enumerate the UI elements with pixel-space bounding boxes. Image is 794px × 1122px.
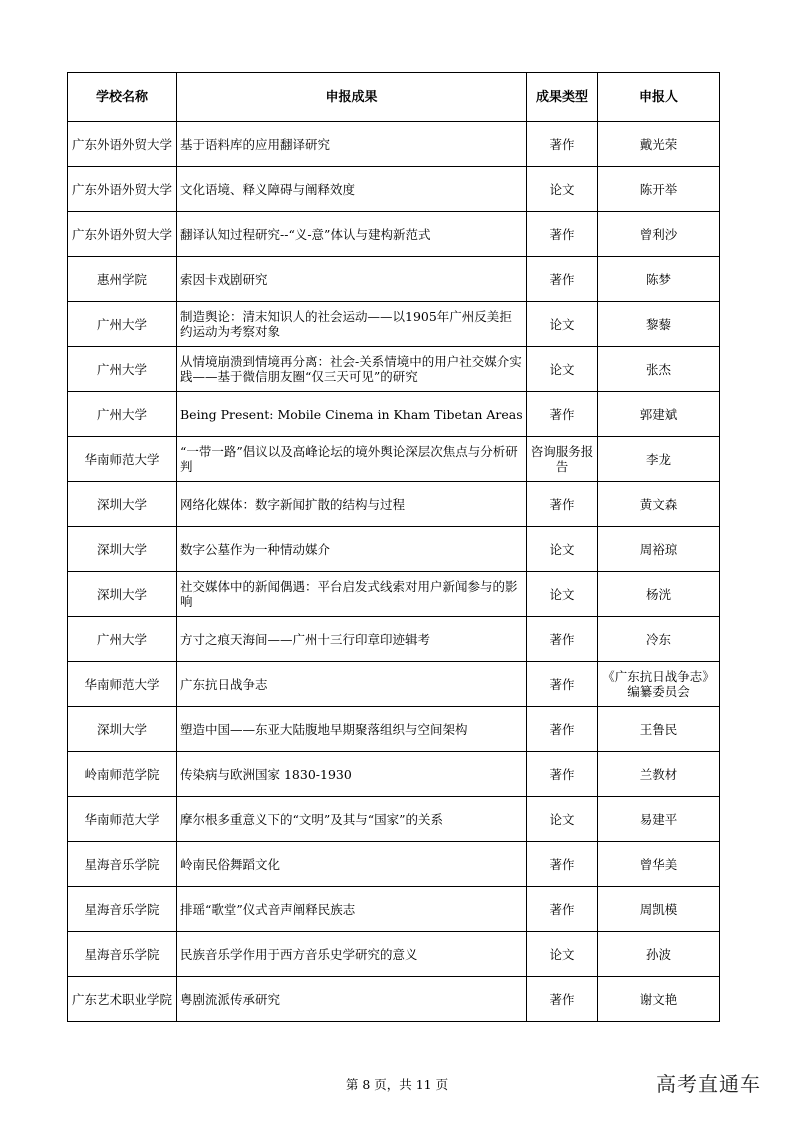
cell-applicant: 周凯模 (598, 887, 720, 932)
cell-result: 摩尔根多重意义下的“文明”及其与“国家”的关系 (177, 797, 527, 842)
cell-type: 著作 (527, 752, 598, 797)
table-row (68, 482, 720, 527)
table-row (68, 572, 720, 617)
page-number: 第 8 页，共 11 页 (345, 1077, 449, 1092)
cell-school: 广东外语外贸大学 (68, 167, 177, 212)
cell-result: 基于语料库的应用翻译研究 (177, 122, 527, 167)
cell-result: 文化语境、释义障碍与阐释效度 (177, 167, 527, 212)
cell-result: 方寸之痕天海间——广州十三行印章印迹辑考 (177, 617, 527, 662)
cell-applicant: 冷东 (598, 617, 720, 662)
results-table (67, 72, 720, 1022)
cell-result: “一带一路”倡议以及高峰论坛的境外舆论深层次焦点与分析研判 (177, 437, 527, 482)
cell-type: 著作 (527, 842, 598, 887)
cell-type: 著作 (527, 212, 598, 257)
cell-applicant: 戴光荣 (598, 122, 720, 167)
cell-result: Being Present: Mobile Cinema in Kham Tibetan Areas (177, 392, 527, 437)
table-row (68, 707, 720, 752)
cell-result: 网络化媒体：数字新闻扩散的结构与过程 (177, 482, 527, 527)
table-row (68, 392, 720, 437)
cell-applicant: 《广东抗日战争志》编纂委员会 (598, 662, 720, 707)
table-row (68, 887, 720, 932)
cell-result: 社交媒体中的新闻偶遇：平台启发式线索对用户新闻参与的影响 (177, 572, 527, 617)
table-row (68, 257, 720, 302)
cell-applicant: 兰教材 (598, 752, 720, 797)
cell-school: 广州大学 (68, 302, 177, 347)
cell-applicant: 王鲁民 (598, 707, 720, 752)
cell-school: 岭南师范学院 (68, 752, 177, 797)
cell-applicant: 李龙 (598, 437, 720, 482)
cell-school: 广东外语外贸大学 (68, 212, 177, 257)
cell-school: 深圳大学 (68, 572, 177, 617)
cell-result: 民族音乐学作用于西方音乐史学研究的意义 (177, 932, 527, 977)
cell-type: 论文 (527, 527, 598, 572)
table-row (68, 662, 720, 707)
cell-school: 华南师范大学 (68, 797, 177, 842)
cell-type: 咨询服务报告 (527, 437, 598, 482)
cell-type: 论文 (527, 797, 598, 842)
cell-applicant: 谢文艳 (598, 977, 720, 1022)
cell-type: 著作 (527, 707, 598, 752)
table-row (68, 212, 720, 257)
header-row (68, 73, 720, 122)
table-row (68, 797, 720, 842)
watermark-logo: 高考直通车 (656, 1072, 761, 1096)
table-row (68, 437, 720, 482)
table-body (68, 122, 720, 1022)
cell-applicant: 陈开举 (598, 167, 720, 212)
cell-result: 广东抗日战争志 (177, 662, 527, 707)
cell-result: 塑造中国——东亚大陆腹地早期聚落组织与空间架构 (177, 707, 527, 752)
cell-type: 著作 (527, 977, 598, 1022)
cell-type: 论文 (527, 302, 598, 347)
cell-school: 星海音乐学院 (68, 842, 177, 887)
cell-type: 著作 (527, 257, 598, 302)
cell-applicant: 杨洸 (598, 572, 720, 617)
cell-type: 论文 (527, 167, 598, 212)
header-school: 学校名称 (68, 73, 177, 122)
cell-school: 广州大学 (68, 617, 177, 662)
table-row (68, 617, 720, 662)
header-applicant: 申报人 (598, 73, 720, 122)
table-row (68, 752, 720, 797)
table-row (68, 302, 720, 347)
cell-type: 著作 (527, 122, 598, 167)
cell-school: 深圳大学 (68, 527, 177, 572)
table-row (68, 122, 720, 167)
table-row (68, 167, 720, 212)
cell-school: 华南师范大学 (68, 437, 177, 482)
cell-school: 华南师范大学 (68, 662, 177, 707)
cell-type: 著作 (527, 617, 598, 662)
table-row (68, 932, 720, 977)
cell-school: 广东艺术职业学院 (68, 977, 177, 1022)
cell-type: 著作 (527, 392, 598, 437)
cell-school: 广州大学 (68, 392, 177, 437)
cell-type: 论文 (527, 347, 598, 392)
header-type: 成果类型 (527, 73, 598, 122)
table-row (68, 842, 720, 887)
table-row (68, 347, 720, 392)
cell-result: 制造舆论：清末知识人的社会运动——以1905年广州反美拒约运动为考察对象 (177, 302, 527, 347)
cell-school: 深圳大学 (68, 707, 177, 752)
cell-applicant: 陈梦 (598, 257, 720, 302)
cell-type: 论文 (527, 932, 598, 977)
table-row (68, 977, 720, 1022)
table-header (68, 73, 720, 122)
cell-type: 著作 (527, 482, 598, 527)
cell-applicant: 曾利沙 (598, 212, 720, 257)
header-result: 申报成果 (177, 73, 527, 122)
cell-applicant: 郭建斌 (598, 392, 720, 437)
cell-school: 广州大学 (68, 347, 177, 392)
cell-result: 从情境崩溃到情境再分离：社会-关系情境中的用户社交媒介实践——基于微信朋友圈“仅三天可见”的研究 (177, 347, 527, 392)
cell-result: 排瑶“歌堂”仪式音声阐释民族志 (177, 887, 527, 932)
cell-school: 深圳大学 (68, 482, 177, 527)
cell-result: 索因卡戏剧研究 (177, 257, 527, 302)
cell-applicant: 曾华美 (598, 842, 720, 887)
cell-applicant: 易建平 (598, 797, 720, 842)
cell-school: 星海音乐学院 (68, 932, 177, 977)
cell-applicant: 黄文森 (598, 482, 720, 527)
cell-type: 著作 (527, 662, 598, 707)
cell-applicant: 孙波 (598, 932, 720, 977)
table-row (68, 527, 720, 572)
cell-school: 广东外语外贸大学 (68, 122, 177, 167)
cell-applicant: 周裕琼 (598, 527, 720, 572)
cell-applicant: 张杰 (598, 347, 720, 392)
cell-result: 翻译认知过程研究--“义-意”体认与建构新范式 (177, 212, 527, 257)
cell-type: 著作 (527, 887, 598, 932)
cell-school: 星海音乐学院 (68, 887, 177, 932)
cell-applicant: 黎藜 (598, 302, 720, 347)
cell-school: 惠州学院 (68, 257, 177, 302)
cell-result: 传染病与欧洲国家 1830-1930 (177, 752, 527, 797)
cell-type: 论文 (527, 572, 598, 617)
cell-result: 数字公墓作为一种情动媒介 (177, 527, 527, 572)
cell-result: 粤剧流派传承研究 (177, 977, 527, 1022)
cell-result: 岭南民俗舞蹈文化 (177, 842, 527, 887)
